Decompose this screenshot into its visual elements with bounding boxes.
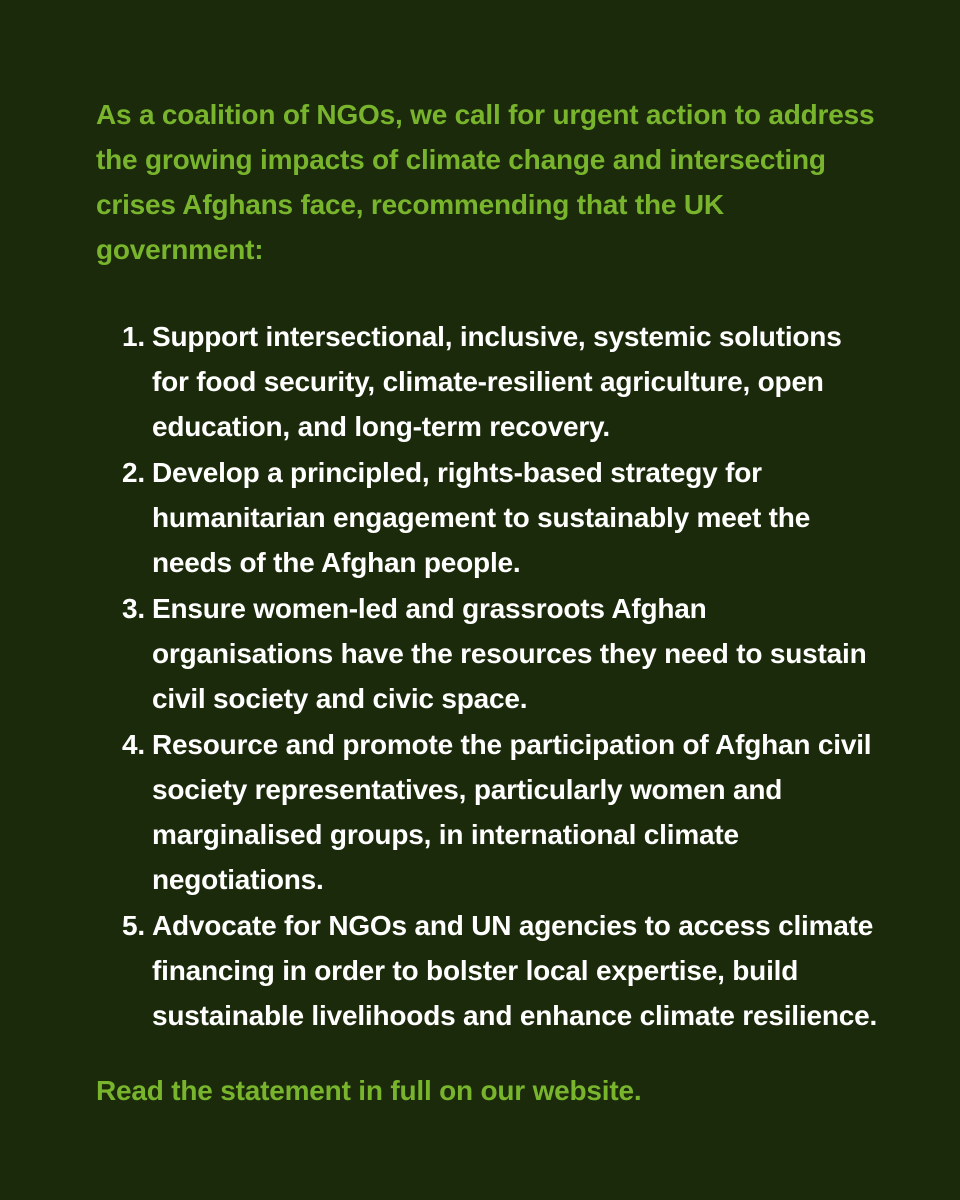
list-item-number: 5. (122, 910, 145, 941)
list-item-number: 1. (122, 321, 145, 352)
list-item-text: Resource and promote the participation of Afghan civil society representatives, particularly women and marginalised groups, in international climate negotiations. (152, 729, 872, 895)
list-item (122, 586, 882, 721)
recommendations-list (122, 314, 882, 1039)
website-callout: Read the statement in full on our website. (96, 1075, 642, 1106)
list-item-number: 4. (122, 729, 145, 760)
list-item-text: Advocate for NGOs and UN agencies to access climate financing in order to bolster local expertise, build sustainable livelihoods and enhance climate resilience. (152, 910, 878, 1031)
list-item-number: 3. (122, 593, 145, 624)
intro-paragraph: As a coalition of NGOs, we call for urgent action to address the growing impacts of climate change and intersecting crises Afghans face, recommending that the UK government: (96, 99, 875, 265)
list-item-text: Ensure women-led and grassroots Afghan organisations have the resources they need to sustain civil society and civic space. (152, 593, 867, 714)
list-item (122, 450, 882, 585)
list-item (122, 314, 882, 449)
list-item-text: Develop a principled, rights-based strategy for humanitarian engagement to sustainably meet the needs of the Afghan people. (152, 457, 811, 578)
list-item (122, 722, 882, 902)
list-item (122, 903, 882, 1038)
list-item-text: Support intersectional, inclusive, systemic solutions for food security, climate-resilient agriculture, open education, and long-term recovery. (152, 321, 842, 442)
list-item-number: 2. (122, 457, 145, 488)
